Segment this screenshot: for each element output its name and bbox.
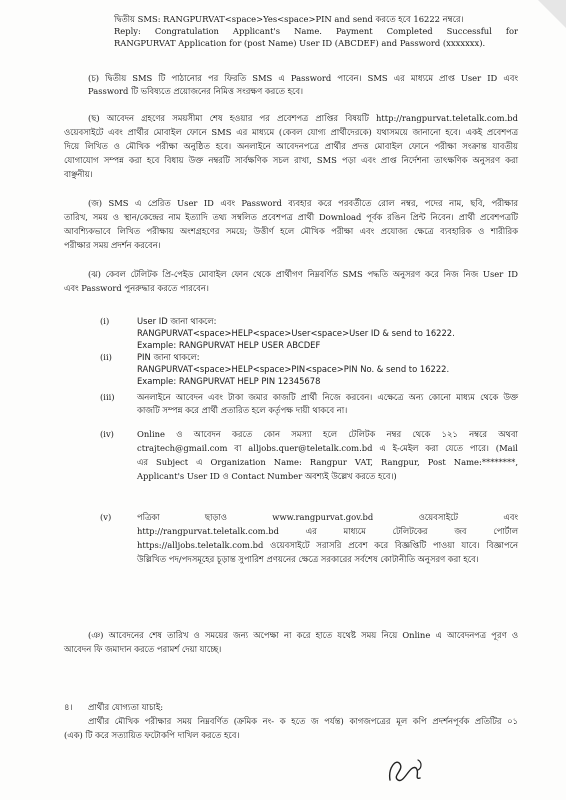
item-ii-line-1: PIN জানা থাকলে: [137,352,200,362]
section-4-line-1: প্রার্থীর মৌখিক পরীক্ষার সময় নিম্নবর্ণিত (ক্রমিক নং- ক হতে জ পর্যন্ত) কাগজপত্রের মূল কপি প্রদর্শনপূর্বক প্রতিটির ০১ [88,716,518,726]
item-iv-line-1: Online ও আবেদন করতে কোন সমস্যা হলে টেলিটক নম্বর থেকে ১২১ নম্বরে অথবা [137,429,518,439]
sms2-line: দ্বিতীয় SMS: RANGPURVAT<space>Yes<space>PIN and send করতে হবে 16222 নম্বরে। [114,14,464,24]
item-v-line-1: পত্রিকা ছাড়াও www.rangpurvat.gov.bd ওয়েবসাইটে এবং [137,512,518,522]
item-ii-number: (ii) [100,352,112,362]
item-v-number: (v) [100,512,112,522]
para-ja-line-4: পরীক্ষার সময় প্রদর্শন করবেন। [64,240,161,250]
handwritten-initials-signature [378,750,438,790]
page-corner-fold [538,0,566,28]
para-jha-line-1: (ঝ) কেবল টেলিটক প্রি-পেইড মোবাইল ফোন থেকে প্রার্থীগণ নিম্নবর্ণিত SMS পদ্ধতি অনুসরণ করে নিজ নিজ User ID [88,269,518,279]
para-nya-line-2: আবেদন ফি জমাদান করতে পরামর্শ দেয়া যাচ্ছে। [64,644,222,654]
para-ja-line-3: আবশ্যিকভাবে লিখিত পরীক্ষায় অংশগ্রহণের সময়ে; উত্তীর্ণ হলে মৌখিক পরীক্ষা এবং প্রযোজ্য ক্ষেত্রে ব্যবহারিক ও শারীরিক [64,226,518,236]
para-jha-line-2: এবং Password পুনরুদ্ধার করতে পারবেন। [64,283,209,293]
para-ja-line-1: (জ) SMS এ প্রেরিত User ID এবং Password ব্যবহার করে পরবর্তীতে রোল নম্বর, পদের নাম, ছবি, পরীক্ষার [88,198,518,208]
para-chha-line-2: ওয়েবসাইটে এবং প্রার্থীর মোবাইল ফোনে SMS এর মাধ্যমে (কেবল যোগ্য প্রার্থীদেরকে) যথাসময়ে জানানো হবে। একই প্রবেশপত্র [64,127,518,137]
para-chha-line-5: বাঞ্ছনীয়। [64,169,93,179]
item-iv-line-2: ctrajtech@gmail.com বা alljobs.quer@teletalk.com.bd এ ই-মেইল করা যেতে পারে। (Mail [137,443,518,453]
para-chha-line-1: (ছ) আবেদন গ্রহণের সময়সীমা শেষ হওয়ার পর প্রবেশপত্র প্রাপ্তির বিষয়টি http://rangpurvat.teletalk.com.bd [88,113,518,123]
item-i-number: (i) [100,316,110,326]
section-4-line-2: (এক) টি করে সত্যায়িত ফটোকপি দাখিল করতে হবে। [64,730,240,740]
item-iii-line-1: অনলাইনে আবেদন এবং টাকা জমার কাজটি প্রার্থী নিজে করবেন। এক্ষেত্রে অন্য কোনো মাধ্যম থেকে উক্ত [137,392,518,402]
sms2-reply-line-1: Reply: Congratulation Applicant's Name. Payment Completed Successful for [114,26,518,36]
item-iii-number: (iii) [100,392,115,402]
item-ii-line-2: RANGPURVAT<space>HELP<space>PIN<space>PIN No. & send to 16222. [137,364,450,374]
para-chha-line-4: যোগাযোগ সম্পন্ন করা হবে বিধায় উক্ত নম্বরটি সার্বক্ষণিক সচল রাখা, SMS পড়া এবং প্রাপ্ত নির্দেশনা তাৎক্ষণিক অনুসরণ করা [64,155,518,165]
para-chha-line-3: দিয়ে লিখিত ও মৌখিক পরীক্ষা অনুষ্ঠিত হবে। অনলাইনে আবেদনপত্রে প্রার্থীর প্রদত্ত মোবাইল ফোনে পরীক্ষা সংক্রান্ত যাবতীয় [64,141,518,151]
section-4-number: ৪। [64,702,73,712]
item-v-line-4: উল্লিখিত পদ/পদসমূহের চূড়ান্ত সুপারিশ প্রণয়নের ক্ষেত্রে সরকারের সর্বশেষ কোটানীতি অনুসরণ করা হবে। [137,554,479,564]
section-4-heading: প্রার্থীর যোগ্যতা যাচাই: [88,702,164,712]
item-i-line-3: Example: RANGPURVAT HELP USER ABCDEF [137,340,321,350]
item-iii-line-2: কাজটি সম্পন্ন করে প্রার্থী প্রতারিত হলে কর্তৃপক্ষ দায়ী থাকবে না। [137,405,348,415]
item-v-line-2: http://rangpurvat.teletalk.com.bd এর মাধ্যমে টেলিটকের জব পোর্টাল [137,526,518,536]
sms2-reply-line-2: RANGPURVAT Application for (post Name) User ID (ABCDEF) and Password (xxxxxxx). [114,38,486,48]
item-i-line-1: User ID জানা থাকলে: [137,316,217,326]
item-iv-line-3: এর Subject এ Organization Name: Rangpur VAT, Rangpur, Post Name:********, [137,457,518,467]
item-i-line-2: RANGPURVAT<space>HELP<space>User<space>User ID & send to 16222. [137,328,455,338]
para-cha-line-1: (চ) দ্বিতীয় SMS টি পাঠানোর পর ফিরতি SMS এ Password পাবেন। SMS এর মাধ্যমে প্রাপ্ত User ID এবং [88,73,518,83]
para-nya-line-1: (ঞ) আবেদনের শেষ তারিখ ও সময়ের জন্য অপেক্ষা না করে হাতে যথেষ্ট সময় নিয়ে Online এ আবেদনপত্র পূরণ ও [88,630,518,640]
item-iv-number: (iv) [100,429,114,439]
item-iv-line-4: Applicant's User ID ও Contact Number অবশ্যই উল্লেখ করতে হবে।) [137,471,397,481]
item-ii-line-3: Example: RANGPURVAT HELP PIN 12345678 [137,376,321,386]
item-v-line-3: https://alljobs.teletalk.com.bd ওয়েবসাইটে সরাসরি প্রবেশ করে বিজ্ঞপ্তিটি পাওয়া যাবে। বিজ্ঞাপনে [137,540,518,550]
para-ja-line-2: তারিখ, সময় ও স্থান/কেন্দ্রের নাম ইত্যাদি তথ্য সম্বলিত প্রবেশপত্র প্রার্থী Download পূর্বক রঙিন প্রিন্ট নিবেন। প্রার্থী প্রবেশপত্রটি [64,212,518,222]
para-cha-line-2: Password টি ভবিষ্যতে প্রয়োজনের নিমিত্ত সংরক্ষণ করতে হবে। [88,86,304,96]
